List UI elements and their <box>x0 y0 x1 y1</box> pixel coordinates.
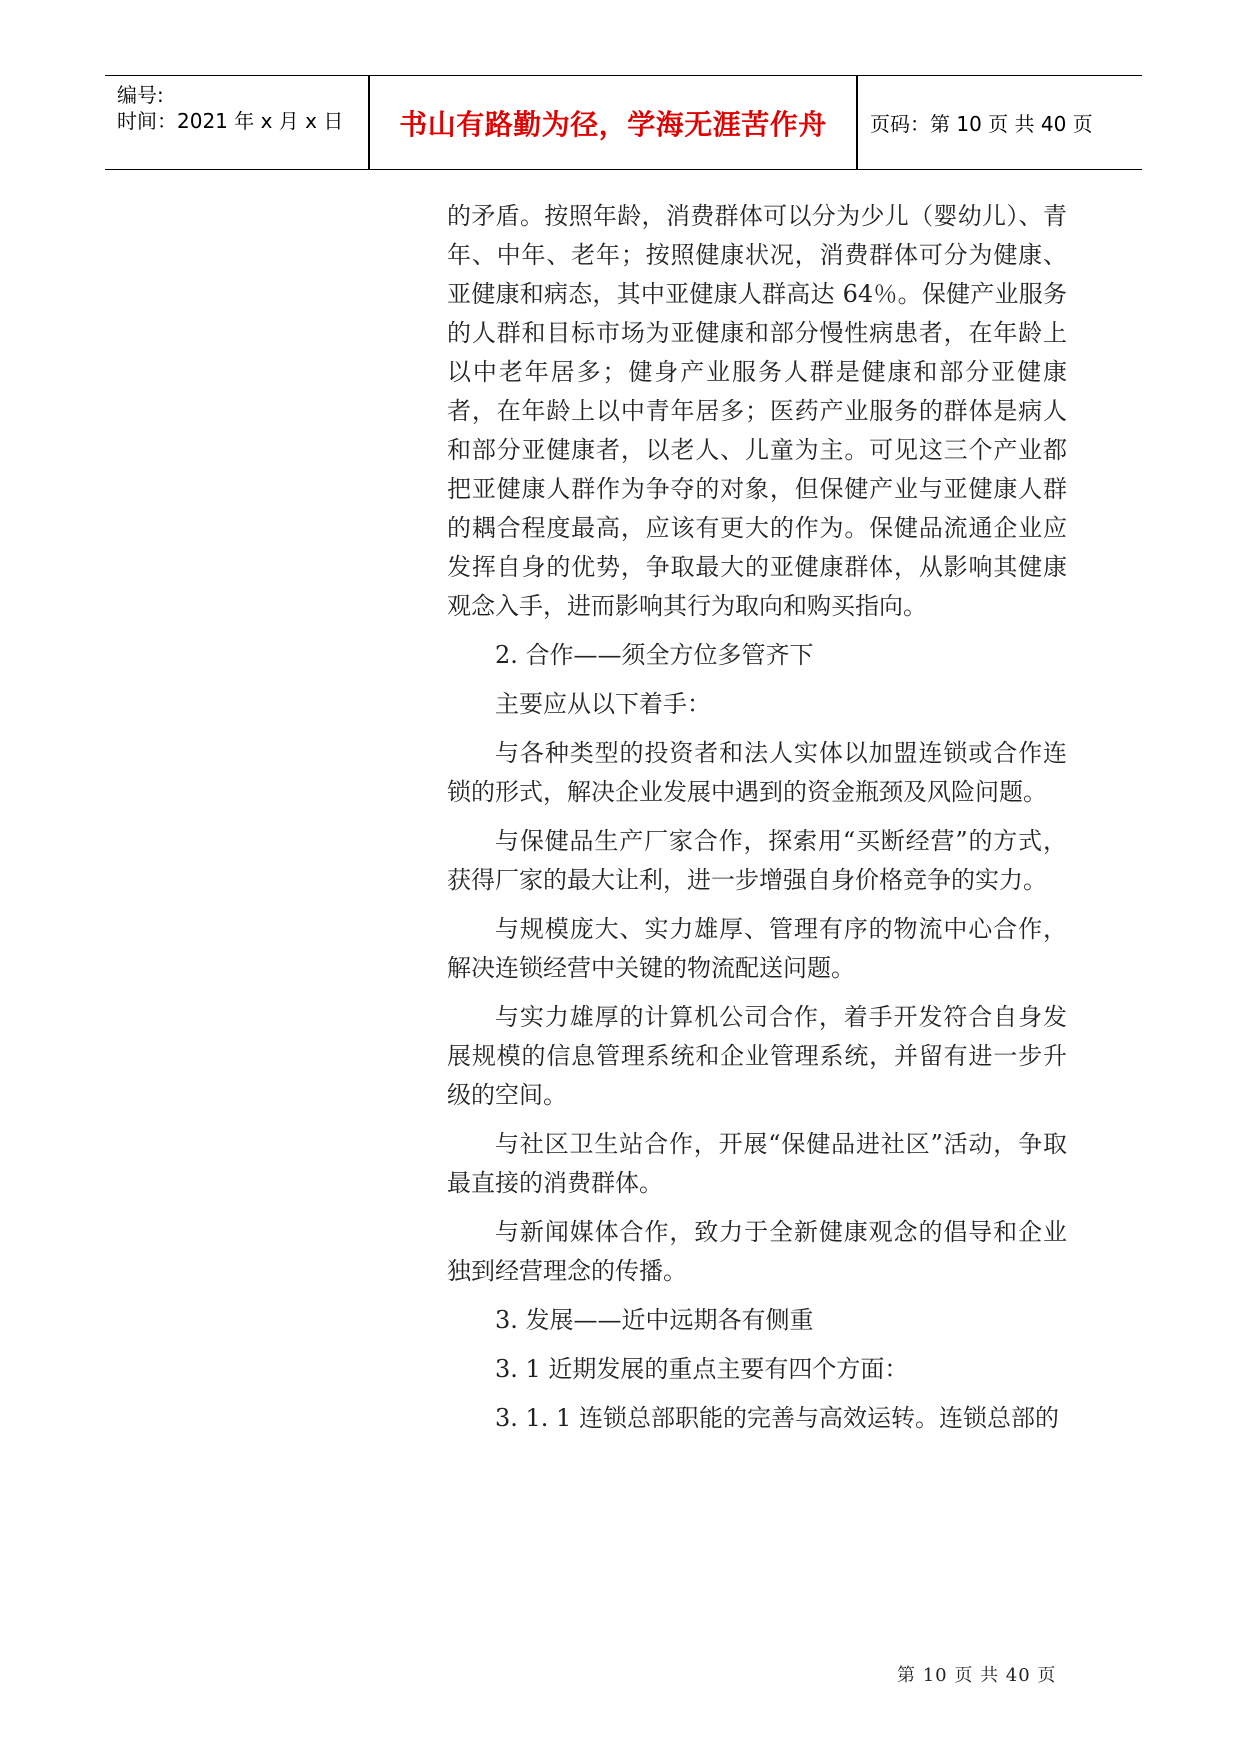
paragraph: 与规模庞大、实力雄厚、管理有序的物流中心合作，解决连锁经营中关键的物流配送问题。 <box>447 915 1067 982</box>
paragraph: 与新闻媒体合作，致力于全新健康观念的倡导和企业独到经营理念的传播。 <box>447 1218 1067 1285</box>
header-motto: 书山有路勤为径，学海无涯苦作舟 <box>399 107 827 141</box>
paragraph: 与各种类型的投资者和法人实体以加盟连锁或合作连锁的形式，解决企业发展中遇到的资金瓶颈及风险问题。 <box>447 739 1067 806</box>
subsection-heading: 3. 1 近期发展的重点主要有四个方面： <box>495 1355 909 1383</box>
page-header <box>105 75 1142 170</box>
header-meta <box>117 76 367 169</box>
paragraph: 主要应从以下着手： <box>495 690 711 718</box>
paragraph: 与社区卫生站合作，开展“保健品进社区”活动，争取最直接的消费群体。 <box>447 1130 1067 1197</box>
paragraph: 与实力雄厚的计算机公司合作，着手开发符合自身发展规模的信息管理系统和企业管理系统，并留有进一步升级的空间。 <box>447 1003 1067 1109</box>
paragraph: 3. 1. 1 连锁总部职能的完善与高效运转。连锁总部的 <box>495 1404 1059 1432</box>
paragraph: 的矛盾。按照年龄，消费群体可以分为少儿（婴幼儿）、青年、中年、老年；按照健康状况，消费群体可分为健康、亚健康和病态，其中亚健康人群高达 64％。保健产业服务的人群和目标市场为亚健康和部分慢性病患者，在年龄上以中老年居多；健身产业服务人群是健康和部分亚健康者，在年龄上以中青年居多；医药产业服务的群体是病人和部分亚健康者，以老人、儿童为主。可见这三个产业都把亚健康人群作为争夺的对象，但保健产业与亚健康人群的耦合程度最高，应该有更大的作为。保健品流通企业应发挥自身的优势，争取最大的亚健康群体，从影响其健康观念入手，进而影响其行为取向和购买指向。 <box>447 202 1067 620</box>
page-footer: 第 10 页 共 40 页 <box>897 1665 1057 1686</box>
section-heading: 3. 发展——近中远期各有侧重 <box>495 1306 814 1334</box>
document-number-label: 编号: <box>117 83 164 107</box>
document-body <box>447 197 1067 1448</box>
header-page-code: 页码：第 10 页 共 40 页 <box>870 112 1093 136</box>
document-time-label: 时间：2021 年 x 月 x 日 <box>117 109 344 133</box>
header-divider <box>856 76 858 169</box>
section-heading: 2. 合作——须全方位多管齐下 <box>495 641 814 669</box>
paragraph: 与保健品生产厂家合作，探索用“买断经营”的方式，获得厂家的最大让利，进一步增强自身价格竞争的实力。 <box>447 827 1067 894</box>
